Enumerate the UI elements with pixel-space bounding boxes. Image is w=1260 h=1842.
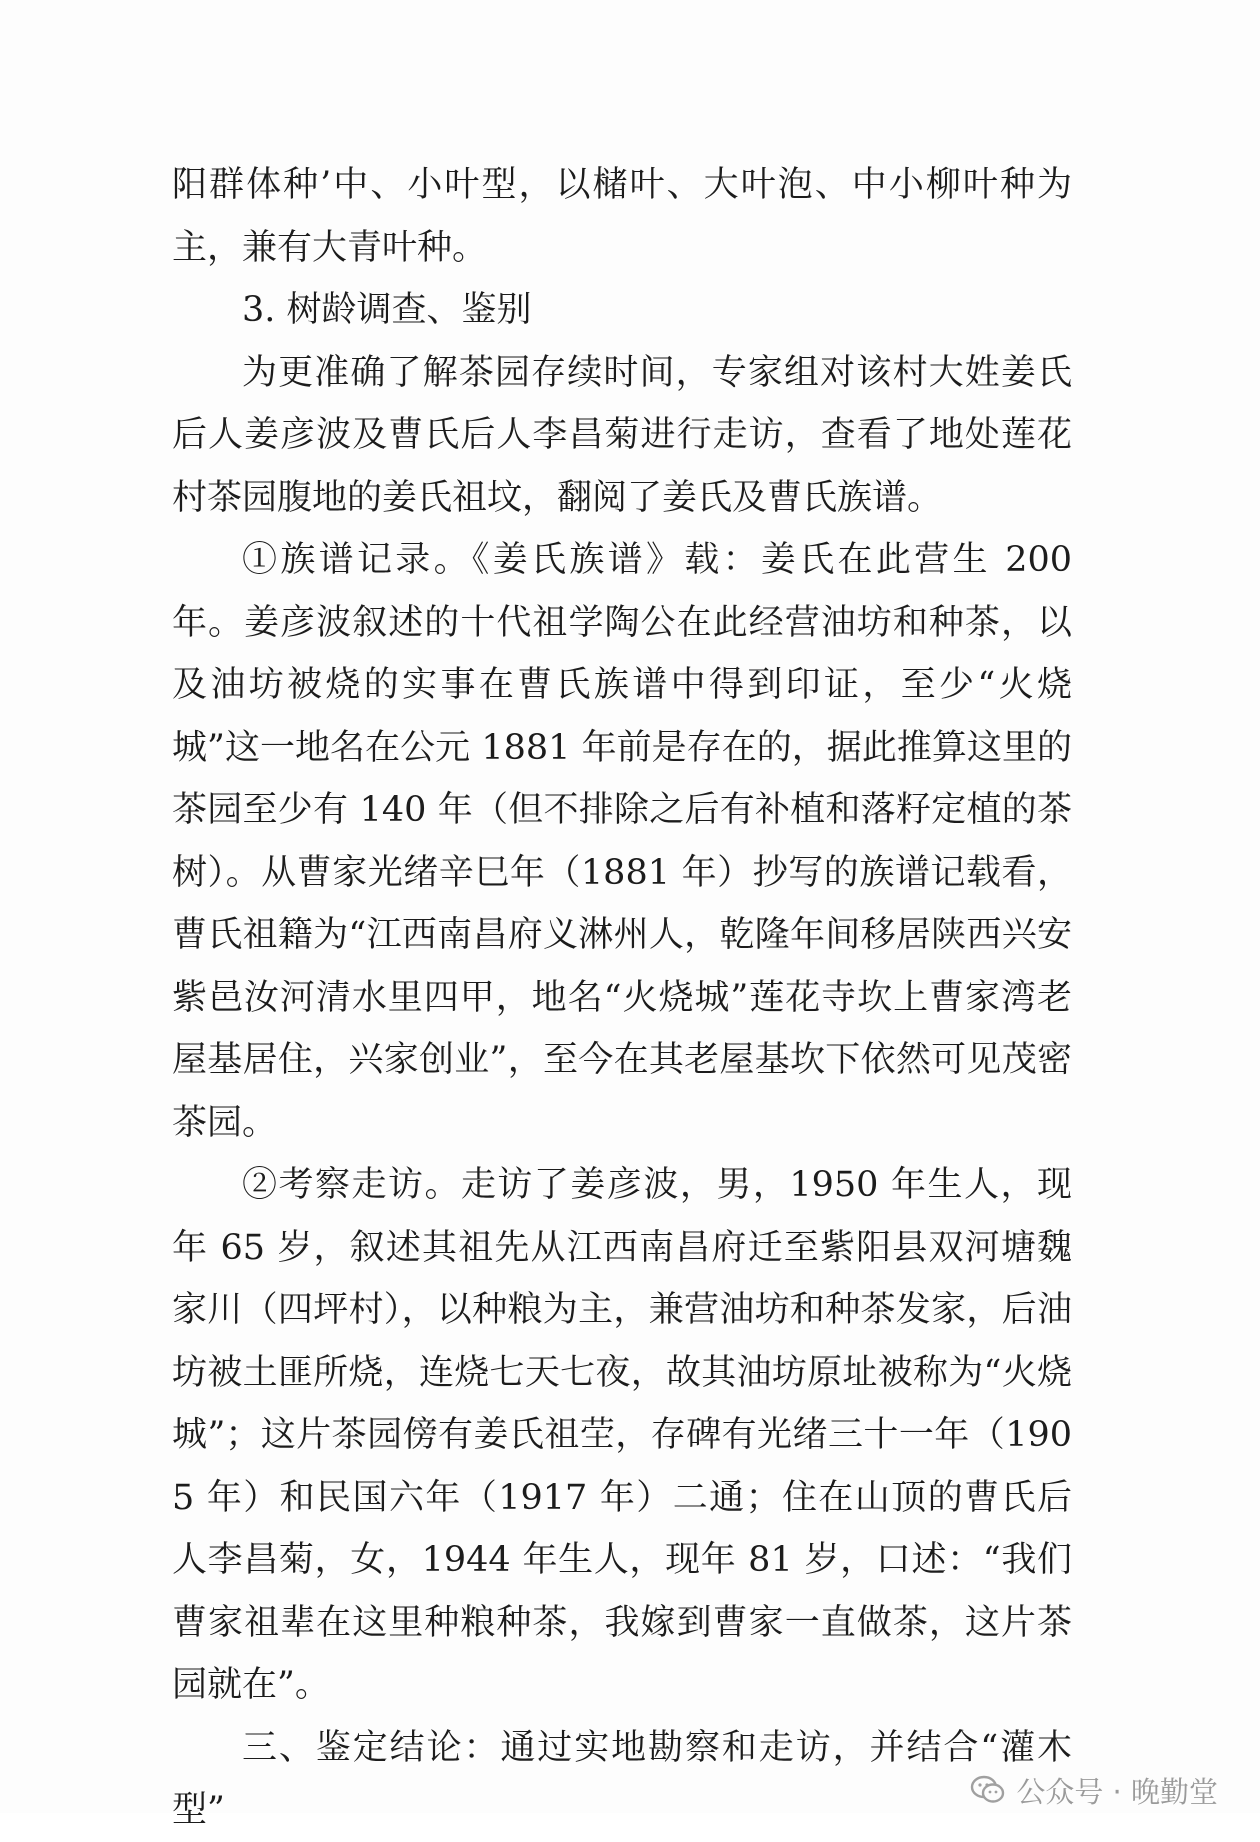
watermark [970,1770,1218,1810]
document-body [172,154,1072,1842]
paragraph-conclusion: 三、鉴定结论：通过实地勘察和走访，并结合“灌木型” [172,1727,1072,1830]
watermark-label: 公众号 · 晚勤堂 [1016,1774,1218,1809]
paragraph-field-visit: ②考察走访。走访了姜彦波，男，1950 年生人，现年 65 岁，叙述其祖先从江西南昌府迁至紫阳县双河塘魏家川（四坪村），以种粮为主，兼营油坊和种茶发家，后油坊被土匪所烧，连烧七天七夜，故其油坊原址被称为“火烧城”；这片茶园傍有姜氏祖茔，存碑有光绪三十一年（1905 年）和民国六年（1917 年）二通；住在山顶的曹氏后人李昌菊，女，1944 年生人，现年 81 岁，口述：“我们曹家祖辈在这里种粮种茶，我嫁到曹家一直做茶，这片茶园就在”。 [172,1165,1072,1705]
wechat-icon [970,1775,1006,1805]
paragraph-genealogy-record: ①族谱记录。《姜氏族谱》载：姜氏在此营生 200 年。姜彦波叙述的十代祖学陶公在此经营油坊和种茶，以及油坊被烧的实事在曹氏族谱中得到印证，至少“火烧城”这一地名在公元 1881 年前是存在的，据此推算这里的茶园至少有 140 年（但不排除之后有补植和落籽定植的茶树）。从曹家光绪辛巳年（1881 年）抄写的族谱记载看，曹氏祖籍为“江西南昌府义淋州人，乾隆年间移居陕西兴安紫邑汝河清水里四甲，地名“火烧城”莲花寺坎上曹家湾老屋基居住，兴家创业”，至今在其老屋基坎下依然可见茂密茶园。 [172,540,1072,1143]
paragraph-continuation: 阳群体种’中、小叶型，以槠叶、大叶泡、中小柳叶种为主，兼有大青叶种。 [172,165,1072,268]
section-heading: 3. 树龄调查、鉴别 [242,290,532,330]
paragraph-intro: 为更准确了解茶园存续时间，专家组对该村大姓姜氏后人姜彦波及曹氏后人李昌菊进行走访，查看了地处莲花村茶园腹地的姜氏祖坟，翻阅了姜氏及曹氏族谱。 [172,352,1072,518]
